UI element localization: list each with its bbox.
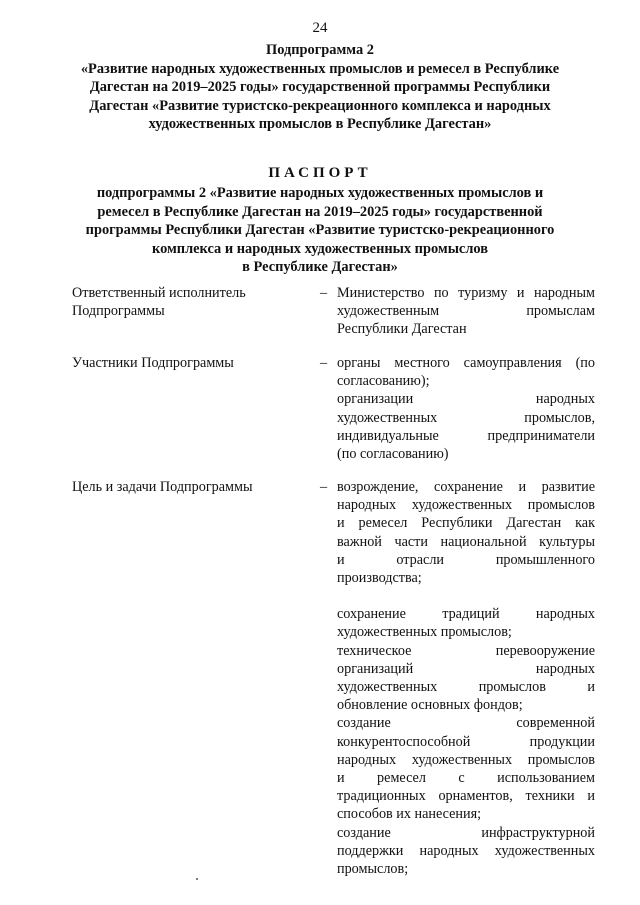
value-line: художественным промыслам — [337, 303, 595, 320]
value-line: (по согласованию) — [337, 446, 449, 463]
row-value — [337, 284, 595, 339]
subtitle-line: ремесел в Республике Дагестан на 2019–2025 годы» государственной — [97, 203, 543, 220]
value-line: художественных промыслов; — [337, 624, 512, 641]
value-line: художественных промыслов, — [337, 409, 595, 426]
value-line: сохранение традиций народных — [337, 606, 595, 623]
value-line: организации народных — [337, 391, 595, 408]
heading-line: Подпрограмма 2 — [266, 42, 374, 58]
value-line: согласованию); — [337, 373, 430, 390]
heading-line: «Развитие народных художественных промыслов и ремесел в Республике — [80, 60, 560, 77]
value-line: индивидуальные предприниматели — [337, 427, 595, 444]
row-label — [72, 284, 297, 321]
passport-subtitle — [70, 184, 570, 277]
row-label — [72, 354, 297, 372]
value-line: организаций народных — [337, 660, 595, 677]
value-line: промыслов; — [337, 861, 409, 878]
passport-title: ПАСПОРТ — [268, 165, 372, 181]
subtitle-line: в Республике Дагестан» — [242, 259, 398, 276]
subtitle-line: программы Республики Дагестан «Развитие туристско-рекреационного — [85, 222, 555, 239]
value-line: способов их нанесения; — [337, 806, 482, 823]
row-value — [337, 478, 595, 878]
row-label-line: Цель и задачи Подпрограммы — [72, 479, 253, 495]
value-line: органы местного самоуправления (по — [337, 355, 595, 371]
subprogram-heading — [70, 41, 570, 134]
heading-line: Дагестан на 2019–2025 годы» государственной программы Республики — [89, 79, 551, 96]
subtitle-line: комплекса и народных художественных промыслов — [151, 240, 489, 257]
row-label — [72, 478, 297, 496]
value-gap — [337, 587, 595, 605]
value-line: традиционных орнаментов, техники и — [337, 788, 595, 805]
scan-speck — [196, 878, 198, 880]
value-line: и отрасли промышленного — [337, 551, 595, 568]
value-line: обновление основных фондов; — [337, 697, 523, 714]
row-dash: – — [320, 355, 328, 371]
value-line: Республики Дагестан — [337, 321, 467, 338]
value-line: техническое перевооружение — [337, 642, 595, 659]
value-line: создание инфраструктурной — [337, 824, 595, 841]
value-line: возрождение, сохранение и развитие — [337, 479, 595, 495]
row-dash: – — [320, 479, 328, 495]
page-number: 24 — [312, 20, 328, 36]
value-line: и ремесел Республики Дагестан как — [337, 515, 595, 532]
value-line: художественных промыслов и — [337, 679, 595, 696]
heading-line: художественных промыслов в Республике Дагестан» — [148, 116, 492, 133]
value-line: создание современной — [337, 715, 595, 732]
row-dash: – — [320, 285, 328, 301]
value-line: конкурентоспособной продукции — [337, 733, 595, 750]
row-value — [337, 354, 595, 463]
heading-line: Дагестан «Развитие туристско-рекреационного комплекса и народных — [89, 97, 551, 114]
value-line: Министерство по туризму и народным — [337, 285, 595, 301]
value-line: народных художественных промыслов — [337, 751, 595, 768]
row-label-line: Ответственный исполнитель — [72, 285, 246, 301]
value-line: важной части национальной культуры — [337, 533, 595, 550]
value-line: и ремесел с использованием — [337, 770, 595, 787]
row-label-line: Подпрограммы — [72, 303, 165, 320]
row-label-line: Участники Подпрограммы — [72, 355, 234, 371]
value-line: поддержки народных художественных — [337, 842, 595, 859]
value-line: народных художественных промыслов — [337, 497, 595, 514]
subtitle-line: подпрограммы 2 «Развитие народных художественных промыслов и — [96, 185, 544, 201]
value-line: производства; — [337, 570, 422, 587]
